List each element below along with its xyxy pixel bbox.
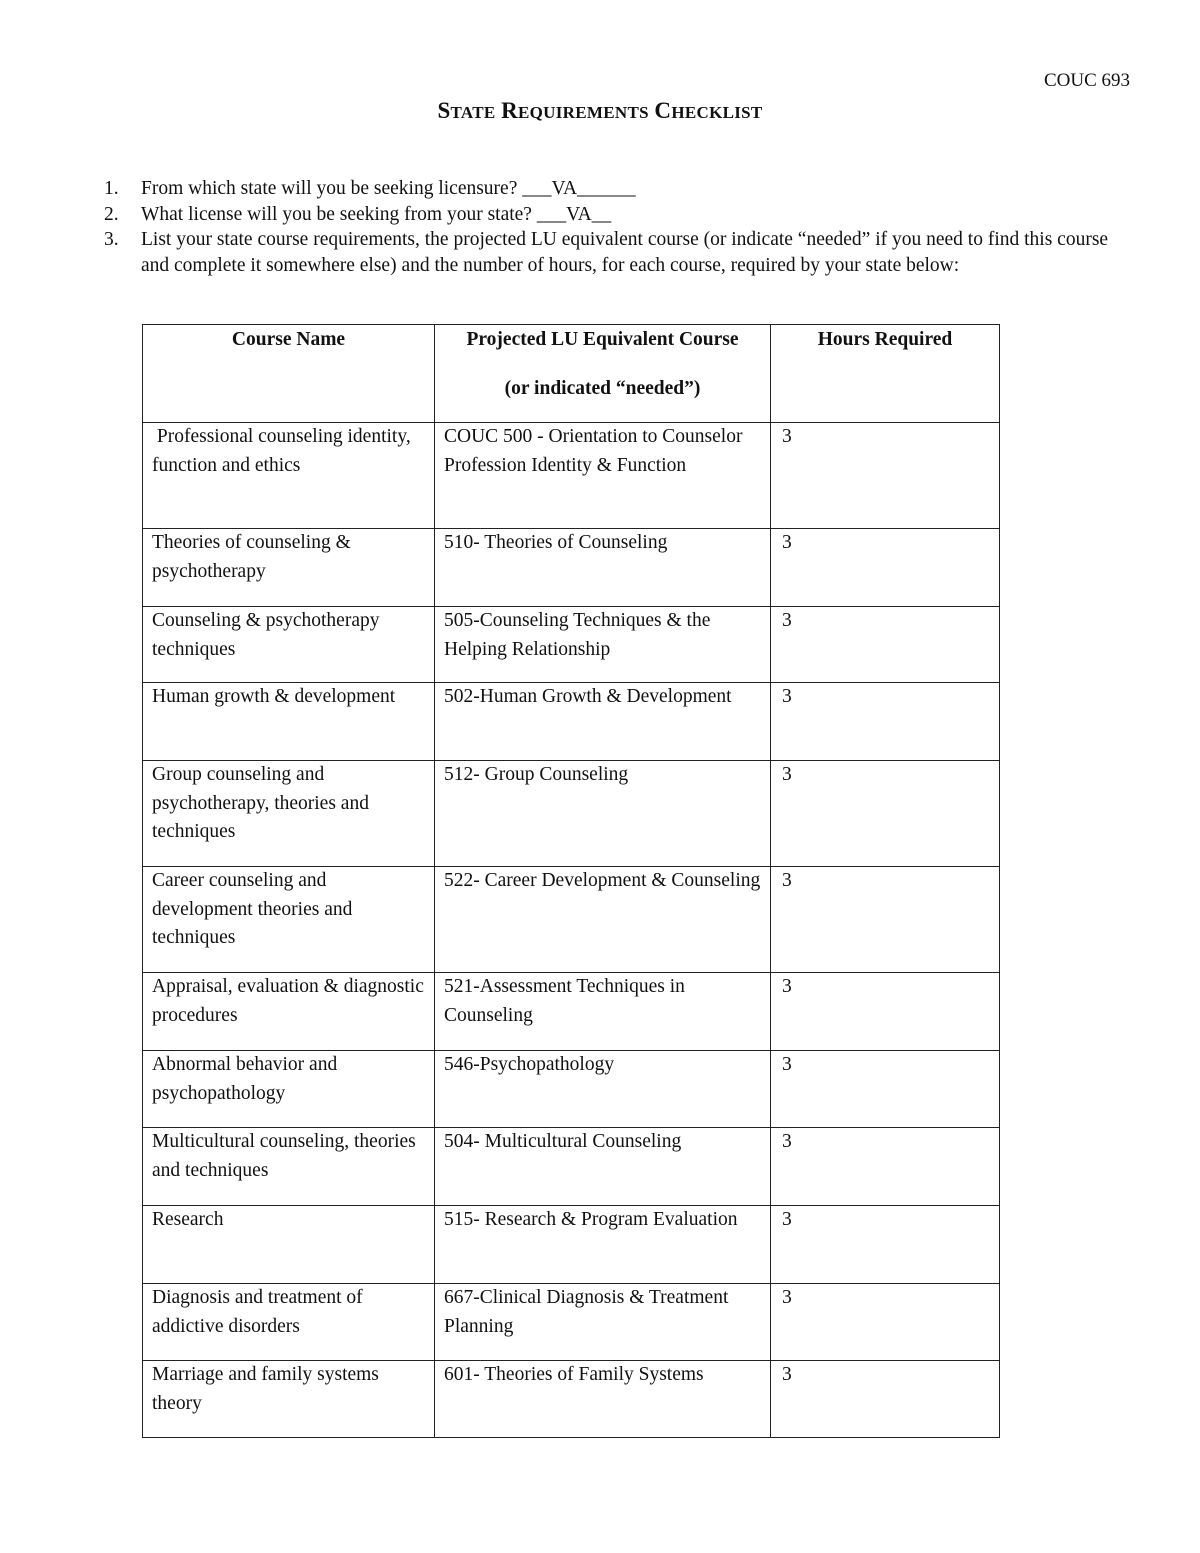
course-name-cell: Multicultural counseling, theories and techniques: [143, 1128, 435, 1206]
hours-cell: 3: [771, 1206, 1000, 1284]
equivalent-course-cell: 505-Counseling Techniques & the Helping Relationship: [435, 607, 771, 683]
course-name-cell: Marriage and family systems theory: [143, 1361, 435, 1438]
header-equivalent-line2: (or indicated “needed”): [504, 377, 701, 399]
table-row: [143, 423, 1000, 529]
question-number: 1.: [104, 178, 119, 199]
hours-cell: 3: [771, 867, 1000, 973]
hours-cell: 3: [771, 1051, 1000, 1128]
table-row: [143, 867, 1000, 973]
equivalent-course-cell: 512- Group Counseling: [435, 761, 771, 867]
course-name-cell: Counseling & psychotherapy techniques: [143, 607, 435, 683]
page-title: [0, 98, 1200, 124]
equivalent-course-cell: COUC 500 - Orientation to Counselor Profession Identity & Function: [435, 423, 771, 529]
question-item: [104, 202, 1124, 228]
header-equivalent-line1: Projected LU Equivalent Course: [466, 329, 739, 350]
question-list: [104, 176, 1124, 278]
question-text: From which state will you be seeking licensure? ___VA______: [141, 178, 636, 199]
hours-cell: 3: [771, 1284, 1000, 1361]
table-row: [143, 1361, 1000, 1438]
hours-cell: 3: [771, 683, 1000, 761]
equivalent-course-cell: 504- Multicultural Counseling: [435, 1128, 771, 1206]
equivalent-course-cell: 601- Theories of Family Systems: [435, 1361, 771, 1438]
table-header-row: [143, 325, 1000, 423]
table-row: [143, 1206, 1000, 1284]
course-name-cell: Theories of counseling & psychotherapy: [143, 529, 435, 607]
equivalent-course-cell: 522- Career Development & Counseling: [435, 867, 771, 973]
title-word-checklist: CHECKLIST: [654, 98, 763, 123]
equivalent-course-cell: 521-Assessment Techniques in Counseling: [435, 973, 771, 1051]
table-row: [143, 1051, 1000, 1128]
header-equivalent-course: [435, 325, 771, 423]
table-row: [143, 1128, 1000, 1206]
course-name-cell: Research: [143, 1206, 435, 1284]
course-code: COUC 693: [1043, 70, 1130, 91]
course-name-cell: Human growth & development: [143, 683, 435, 761]
question-number: 3.: [104, 229, 119, 250]
header-course-name: Course Name: [143, 325, 435, 423]
equivalent-course-cell: 502-Human Growth & Development: [435, 683, 771, 761]
table-row: [143, 761, 1000, 867]
equivalent-course-cell: 510- Theories of Counseling: [435, 529, 771, 607]
hours-cell: 3: [771, 529, 1000, 607]
hours-cell: 3: [771, 423, 1000, 529]
table-row: [143, 973, 1000, 1051]
question-text: What license will you be seeking from your state? ___VA__: [141, 203, 612, 225]
question-text: List your state course requirements, the projected LU equivalent course (or indicate “needed” if you need to find this course and complete it somewhere else) and the number of hours, for each course, required by your state below:: [141, 229, 1109, 276]
hours-cell: 3: [771, 1128, 1000, 1206]
equivalent-course-cell: 667-Clinical Diagnosis & Treatment Planning: [435, 1284, 771, 1361]
title-word-requirements: REQUIREMENTS: [501, 98, 649, 123]
equivalent-course-cell: 546-Psychopathology: [435, 1051, 771, 1128]
course-name-cell: Professional counseling identity, function and ethics: [143, 423, 435, 529]
question-number: 2.: [104, 203, 119, 225]
table-row: [143, 683, 1000, 761]
hours-cell: 3: [771, 607, 1000, 683]
course-name-cell: Diagnosis and treatment of addictive disorders: [143, 1284, 435, 1361]
title-word-state: STATE: [437, 98, 496, 123]
question-item: [104, 227, 1124, 278]
hours-cell: 3: [771, 761, 1000, 867]
course-name-cell: Abnormal behavior and psychopathology: [143, 1051, 435, 1128]
hours-cell: 3: [771, 973, 1000, 1051]
table-row: [143, 529, 1000, 607]
course-name-cell: Appraisal, evaluation & diagnostic procedures: [143, 973, 435, 1051]
requirements-table: [142, 324, 1000, 1438]
course-name-cell: Career counseling and development theories and techniques: [143, 867, 435, 973]
table-row: [143, 1284, 1000, 1361]
course-name-cell: Group counseling and psychotherapy, theories and techniques: [143, 761, 435, 867]
equivalent-course-cell: 515- Research & Program Evaluation: [435, 1206, 771, 1284]
header-hours-required: Hours Required: [771, 325, 1000, 423]
hours-cell: 3: [771, 1361, 1000, 1438]
table-row: [143, 607, 1000, 683]
question-item: [104, 176, 1124, 202]
